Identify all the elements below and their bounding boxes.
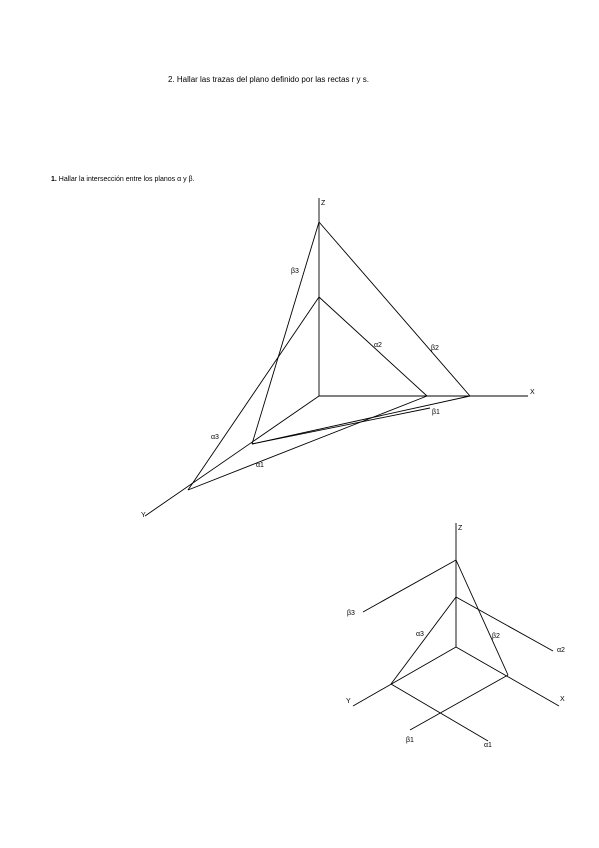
fig1-alpha2-trace xyxy=(319,297,427,396)
problem-2-number: 2. xyxy=(168,75,175,84)
fig1-label-x: X xyxy=(530,389,535,396)
fig1-label-alpha2: α2 xyxy=(374,342,382,349)
fig1-intersection-line xyxy=(252,408,430,444)
fig2-label-beta1: β1 xyxy=(406,737,414,744)
fig2-alpha1-trace xyxy=(391,684,488,741)
fig1-alpha1-trace xyxy=(188,396,427,490)
fig2-label-x: X xyxy=(560,696,565,703)
fig1-label-y: Y xyxy=(141,512,146,519)
figure-2 xyxy=(346,523,565,749)
fig2-label-alpha1: α1 xyxy=(484,742,492,749)
fig1-label-alpha1: α1 xyxy=(256,462,264,469)
fig2-beta1-trace xyxy=(410,675,508,730)
fig2-label-alpha3: α3 xyxy=(416,631,424,638)
fig1-label-alpha3: α3 xyxy=(211,434,219,441)
fig2-label-alpha2: α2 xyxy=(557,647,565,654)
fig1-beta3-trace xyxy=(252,222,319,444)
fig2-label-z: Z xyxy=(458,525,463,532)
figure-1 xyxy=(141,198,535,519)
fig2-beta2-trace xyxy=(456,560,508,675)
problem-1-text: Hallar la intersección entre los planos α y β. xyxy=(58,176,195,183)
fig1-axis-y xyxy=(145,396,319,516)
fig1-beta2-trace xyxy=(319,222,470,396)
fig2-label-beta3: β3 xyxy=(347,610,355,617)
fig2-beta3-trace xyxy=(363,560,456,612)
fig2-label-y: Y xyxy=(346,698,351,705)
problem-1-number: 1. xyxy=(51,176,57,183)
fig2-alpha3-trace xyxy=(391,597,456,684)
fig2-axis-x xyxy=(456,647,559,706)
fig2-alpha2-trace xyxy=(456,597,553,651)
fig1-label-beta1: β1 xyxy=(432,409,440,416)
fig1-alpha3-trace xyxy=(188,297,319,490)
fig2-axis-y xyxy=(353,647,456,706)
fig1-label-z: Z xyxy=(321,200,326,207)
fig2-label-beta2: β2 xyxy=(492,633,500,640)
fig1-label-beta2: β2 xyxy=(431,345,439,352)
fig1-label-beta3: β3 xyxy=(291,268,299,275)
problem-2-text: Hallar las trazas del plano definido por las rectas r y s. xyxy=(176,75,369,84)
